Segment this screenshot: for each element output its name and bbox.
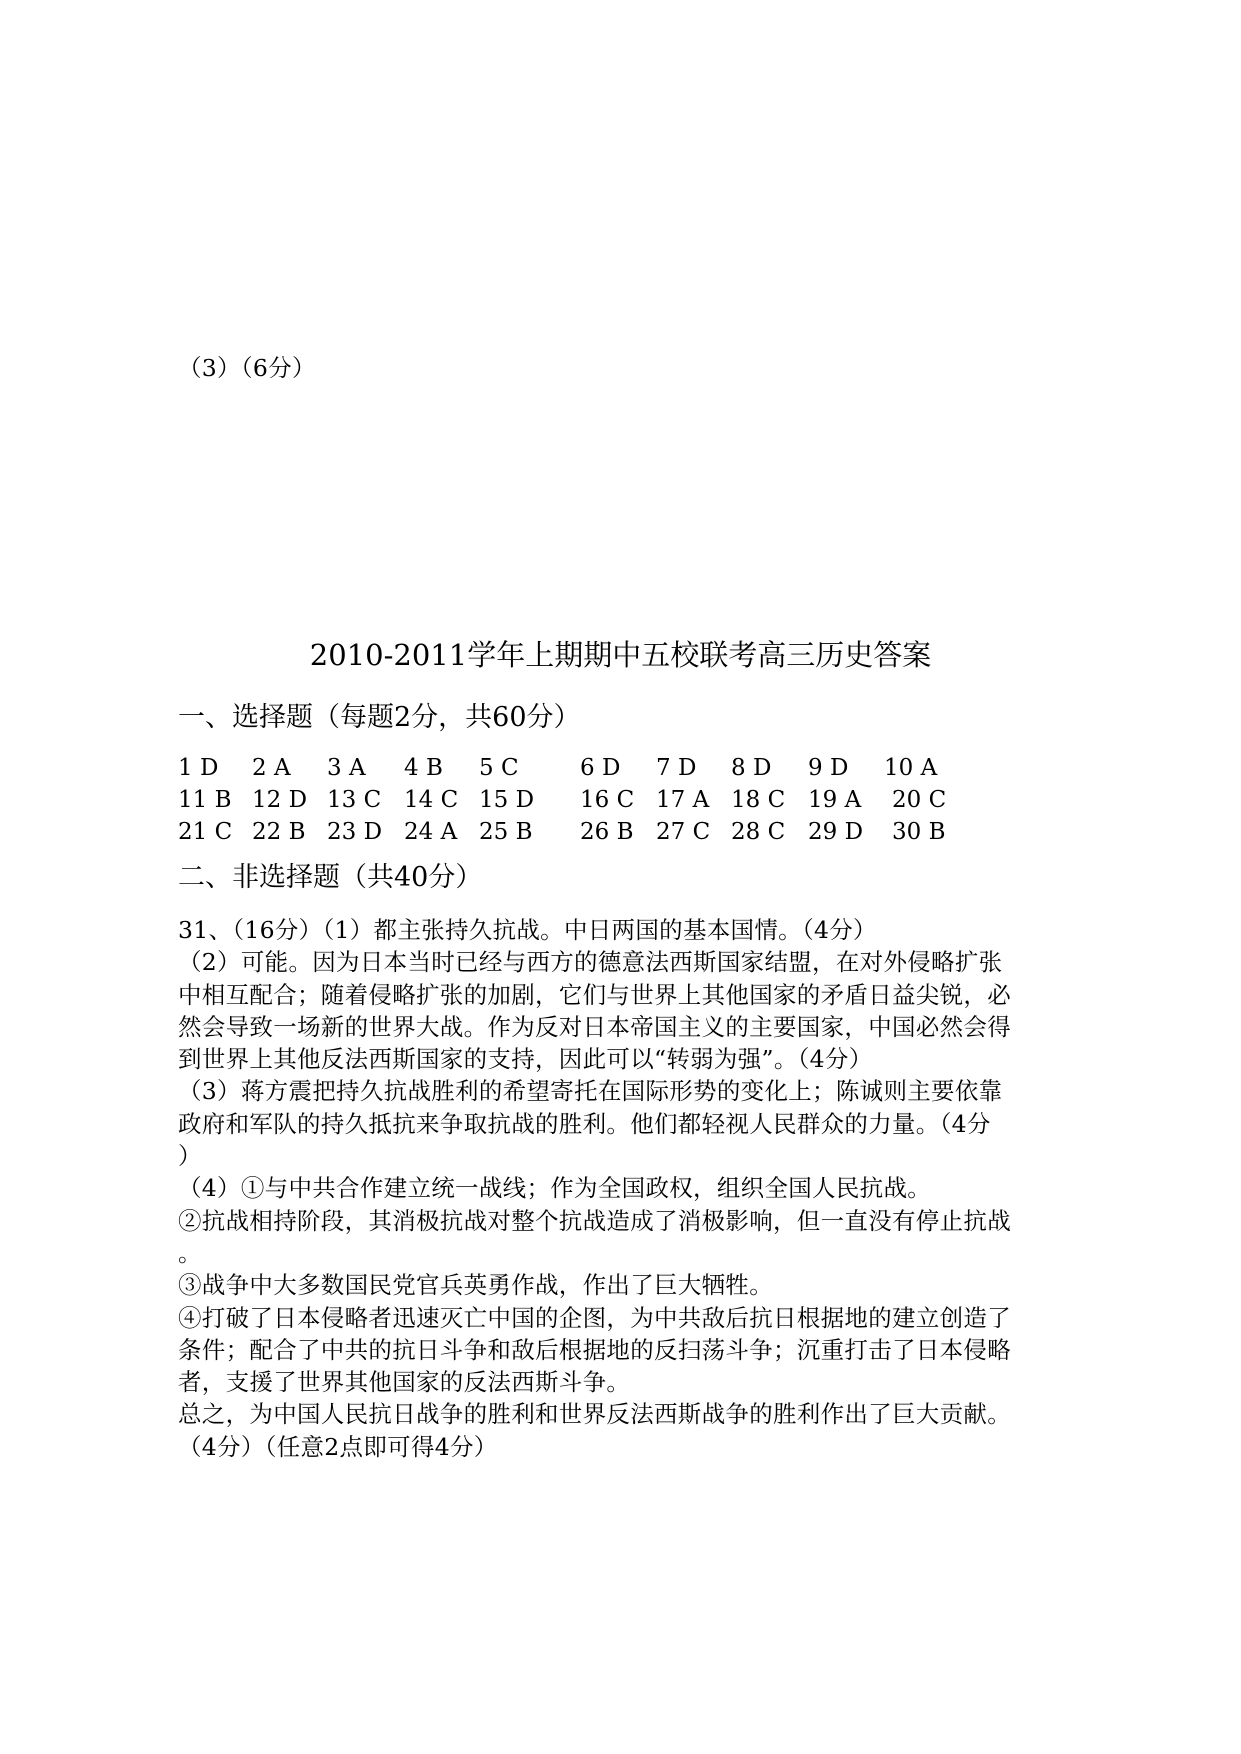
answer-cell: 25 B xyxy=(479,819,533,845)
answer-cell: 26 B xyxy=(580,819,634,845)
answer-cell: 17 A xyxy=(656,787,710,813)
answer-line: ） xyxy=(178,1142,202,1171)
answer-cell: 6 D xyxy=(580,755,621,781)
answer-cell: 7 D xyxy=(656,755,697,781)
answer-cell: 29 D xyxy=(808,819,864,845)
answer-cell: 20 C xyxy=(892,787,947,813)
answer-cell: 30 B xyxy=(892,819,946,845)
answer-cell: 3 A xyxy=(327,755,366,781)
answer-cell: 11 B xyxy=(178,787,232,813)
top-note: （3）（6分） xyxy=(178,354,316,382)
answer-line: 条件；配合了中共的抗日斗争和敌后根据地的反扫荡斗争；沉重打击了日本侵略 xyxy=(178,1335,1011,1364)
answer-cell: 2 A xyxy=(252,755,291,781)
answer-line: 31、（16分）（1）都主张持久抗战。中日两国的基本国情。（4分） xyxy=(178,916,877,944)
answer-line: ③战争中大多数国民党官兵英勇作战，作出了巨大牺牲。 xyxy=(178,1271,773,1300)
essay-answers xyxy=(178,914,1078,1463)
answer-cell: 18 C xyxy=(731,787,786,813)
answer-cell: 27 C xyxy=(656,819,711,845)
answer-cell: 4 B xyxy=(404,755,443,781)
section1-heading: 一、选择题（每题2分，共60分） xyxy=(178,702,581,733)
answer-line: ④打破了日本侵略者迅速灭亡中国的企图，为中共敌后抗日根据地的建立创造了 xyxy=(178,1303,1011,1332)
answer-line: （4分）（任意2点即可得4分） xyxy=(178,1432,498,1461)
answer-cell: 5 C xyxy=(479,755,519,781)
answer-line: 总之，为中国人民抗日战争的胜利和世界反法西斯战争的胜利作出了巨大贡献。 xyxy=(178,1400,1011,1429)
answer-cell: 21 C xyxy=(178,819,233,845)
answer-cell: 15 D xyxy=(479,787,535,813)
answer-cell: 12 D xyxy=(252,787,308,813)
answer-cell: 23 D xyxy=(327,819,383,845)
answer-cell: 22 B xyxy=(252,819,306,845)
answer-cell: 8 D xyxy=(731,755,772,781)
answer-line: 。 xyxy=(178,1238,202,1267)
answer-line: 中相互配合；随着侵略扩张的加剧，它们与世界上其他国家的矛盾日益尖锐，必 xyxy=(178,980,1011,1009)
answer-cell: 24 A xyxy=(404,819,458,845)
answer-cell: 10 A xyxy=(884,755,938,781)
answer-cell: 9 D xyxy=(808,755,849,781)
section2-heading: 二、非选择题（共40分） xyxy=(178,862,483,893)
answer-line: （3）蒋方震把持久抗战胜利的希望寄托在国际形势的变化上；陈诚则主要依靠 xyxy=(178,1077,1003,1106)
answer-line: 到世界上其他反法西斯国家的支持，因此可以“转弱为强”。（4分） xyxy=(178,1045,873,1074)
answer-cell: 13 C xyxy=(327,787,382,813)
answer-cell: 19 A xyxy=(808,787,862,813)
answer-cell: 16 C xyxy=(580,787,635,813)
answer-line: （4）①与中共合作建立统一战线；作为全国政权，组织全国人民抗战。 xyxy=(178,1174,932,1203)
answer-cell: 1 D xyxy=(178,755,219,781)
answer-cell: 28 C xyxy=(731,819,786,845)
answer-cell: 14 C xyxy=(404,787,459,813)
page-title: 2010-2011学年上期期中五校联考高三历史答案 xyxy=(309,638,932,672)
answer-line: （2）可能。因为日本当时已经与西方的德意法西斯国家结盟，在对外侵略扩张 xyxy=(178,948,1003,977)
answer-line: 政府和军队的持久抵抗来争取抗战的胜利。他们都轻视人民群众的力量。（4分 xyxy=(178,1109,991,1138)
answer-line: ②抗战相持阶段，其消极抗战对整个抗战造成了消极影响，但一直没有停止抗战 xyxy=(178,1206,1011,1235)
answer-line: 者，支援了世界其他国家的反法西斯斗争。 xyxy=(178,1368,631,1397)
answer-line: 然会导致一场新的世界大战。作为反对日本帝国主义的主要国家，中国必然会得 xyxy=(178,1012,1011,1041)
